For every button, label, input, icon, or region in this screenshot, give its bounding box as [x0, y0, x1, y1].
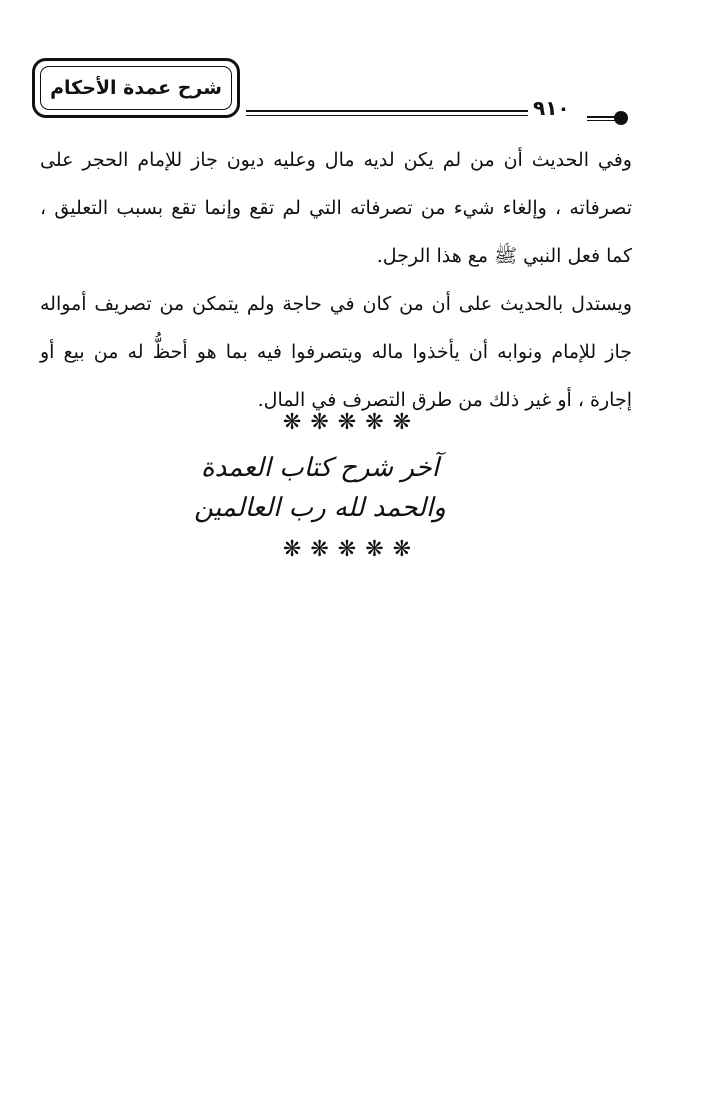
header-rule: [246, 110, 528, 112]
paragraph-1: وفي الحديث أن من لم يكن لديه مال وعليه ديون جاز للإمام الحجر على تصرفاته ، وإلغاء شيء من تصرفاته التي لم تقع وإنما تقع بسبب التعليق ، كما فعل النبي ﷺ مع هذا الرجل.: [40, 149, 632, 267]
book-title: شرح عمدة الأحكام: [50, 77, 222, 99]
body-text: [40, 136, 632, 424]
page-number: ٩١٠: [533, 96, 570, 120]
closing-line-2: والحمد لله رب العالمين: [194, 493, 446, 523]
page-number-dot-icon: [614, 111, 628, 125]
book-title-inner-frame: [40, 66, 232, 110]
closing-line-1: آخر شرح كتاب العمدة: [201, 453, 439, 483]
paragraph-2: ويستدل بالحديث على أن من كان في حاجة ولم يتمكن من تصريف أمواله جاز للإمام ونوابه أن يأخذوا ماله ويتصرفوا فيه بما هو أحظُّ له من بيع أو إجارة ، أو غير ذلك من طرق التصرف في المال.: [40, 293, 632, 411]
book-title-frame: [32, 58, 240, 118]
star-separator-top: ❋❋❋❋❋: [282, 410, 421, 435]
closing-handwritten-note: [170, 448, 470, 528]
header-rule-thin: [246, 115, 528, 116]
star-separator-bottom: ❋❋❋❋❋: [282, 537, 421, 562]
